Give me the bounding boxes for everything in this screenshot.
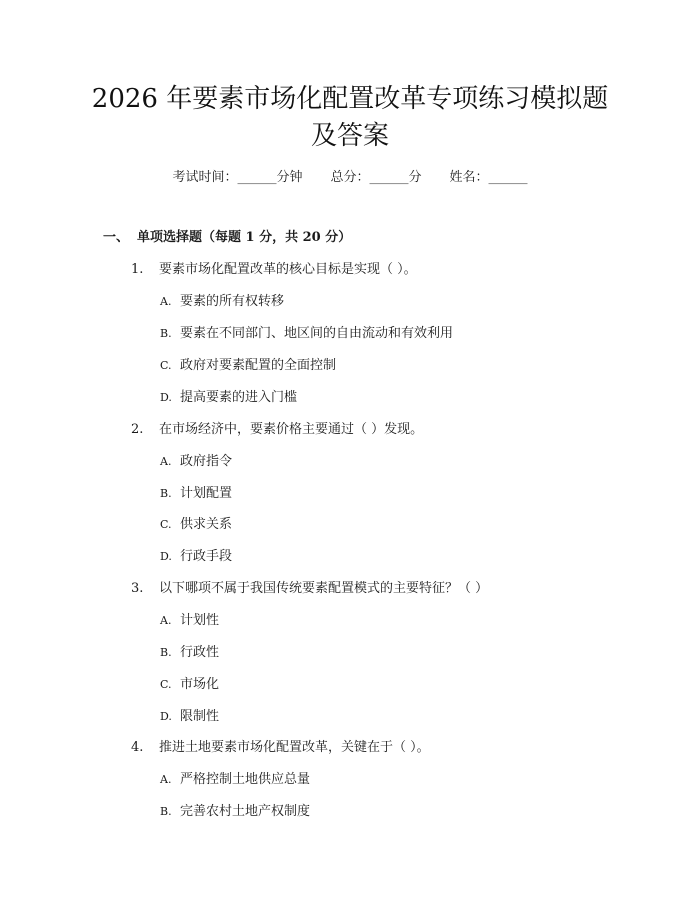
question-text: 推进土地要素市场化配置改革，关键在于（ ）。 xyxy=(159,740,430,755)
document-title-line-1: 2026 年要素市场化配置改革专项练习模拟题 xyxy=(91,84,609,114)
option-text: 计划配置 xyxy=(180,486,233,501)
option-text: 市场化 xyxy=(180,677,220,692)
exam-time-field: 考试时间：______分钟 xyxy=(172,170,303,185)
question-3 xyxy=(131,580,488,598)
option-text: 限制性 xyxy=(180,709,220,724)
option-letter: D. xyxy=(160,710,172,723)
option-letter: A. xyxy=(160,614,172,627)
option-letter: A. xyxy=(160,455,172,468)
option-text: 完善农村土地产权制度 xyxy=(180,804,311,819)
option-letter: B. xyxy=(160,646,172,659)
option-text: 行政手段 xyxy=(180,549,233,564)
option-letter: A. xyxy=(160,295,172,308)
option-letter: C. xyxy=(160,678,172,691)
section-heading xyxy=(103,229,351,247)
question-2-option-b xyxy=(160,485,232,503)
question-3-option-c xyxy=(160,676,219,694)
question-2-option-a xyxy=(160,453,232,471)
option-text: 提高要素的进入门槛 xyxy=(180,390,298,405)
question-3-option-a xyxy=(160,612,219,630)
question-number: 4. xyxy=(131,740,144,755)
option-letter: B. xyxy=(160,487,172,500)
option-text: 政府对要素配置的全面控制 xyxy=(180,358,337,373)
question-text: 要素市场化配置改革的核心目标是实现（ ）。 xyxy=(159,262,417,277)
option-letter: C. xyxy=(160,518,172,531)
question-4-option-b xyxy=(160,803,310,821)
name-field: 姓名：______ xyxy=(449,170,528,185)
option-letter: B. xyxy=(160,805,172,818)
question-3-option-b xyxy=(160,644,219,662)
question-2-option-c xyxy=(160,516,232,534)
option-text: 要素的所有权转移 xyxy=(180,294,285,309)
option-letter: D. xyxy=(160,391,172,404)
question-1-option-b xyxy=(160,325,453,343)
document-title-line-2: 及答案 xyxy=(310,121,389,151)
question-1 xyxy=(131,261,417,279)
question-4-option-a xyxy=(160,771,310,789)
question-number: 1. xyxy=(131,262,144,277)
option-letter: D. xyxy=(160,550,172,563)
option-text: 计划性 xyxy=(180,613,220,628)
question-text: 在市场经济中，要素价格主要通过（ ）发现。 xyxy=(159,422,424,437)
exam-info xyxy=(0,169,700,187)
option-text: 严格控制土地供应总量 xyxy=(180,772,311,787)
question-2 xyxy=(131,421,423,439)
option-text: 行政性 xyxy=(180,645,220,660)
question-number: 3. xyxy=(131,581,144,596)
question-3-option-d xyxy=(160,708,219,726)
option-letter: B. xyxy=(160,327,172,340)
question-text: 以下哪项不属于我国传统要素配置模式的主要特征？（ ） xyxy=(159,581,489,596)
option-letter: C. xyxy=(160,359,172,372)
option-letter: A. xyxy=(160,773,172,786)
question-1-option-d xyxy=(160,389,297,407)
section-title: 单项选择题（每题 1 分，共 20 分） xyxy=(137,230,352,245)
question-1-option-c xyxy=(160,357,336,375)
option-text: 要素在不同部门、地区间的自由流动和有效利用 xyxy=(180,326,454,341)
total-score-field: 总分：______分 xyxy=(330,170,422,185)
question-number: 2. xyxy=(131,422,144,437)
question-2-option-d xyxy=(160,548,232,566)
question-1-option-a xyxy=(160,293,284,311)
option-text: 政府指令 xyxy=(180,454,233,469)
option-text: 供求关系 xyxy=(180,517,233,532)
section-number: 一、 xyxy=(103,230,130,245)
question-4 xyxy=(131,739,430,757)
